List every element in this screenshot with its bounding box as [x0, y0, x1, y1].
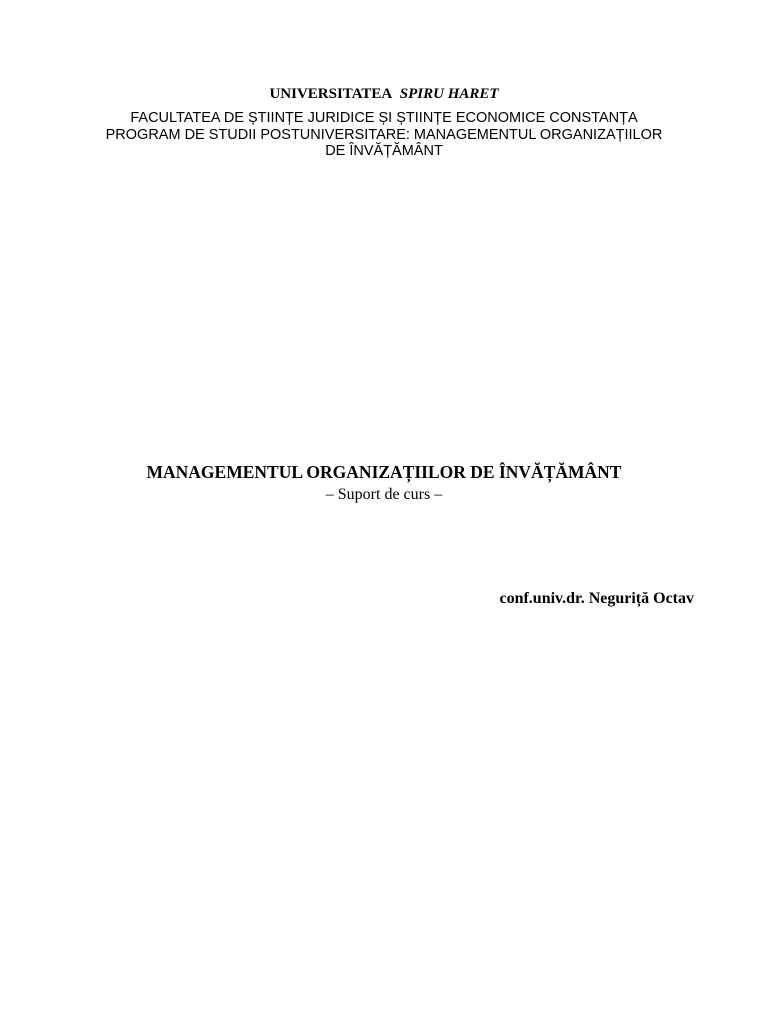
author-name: conf.univ.dr. Neguriță Octav: [499, 590, 694, 607]
title-block: [0, 460, 768, 506]
document-subtitle: – Suport de curs –: [325, 486, 443, 503]
university-prefix: UNIVERSITATEA: [269, 86, 393, 102]
faculty-block: [0, 110, 768, 160]
university-name: SPIRU HARET: [399, 86, 499, 102]
program-line: PROGRAM DE STUDII POSTUNIVERSITARE: MANAGEMENTUL ORGANIZAȚIILOR: [105, 126, 663, 143]
document-header: [0, 84, 768, 160]
document-title: MANAGEMENTUL ORGANIZAȚIILOR DE ÎNVĂȚĂMÂNT: [146, 462, 622, 482]
program-line-continuation: DE ÎNVĂȚĂMÂNT: [325, 143, 443, 159]
faculty-line: FACULTATEA DE ȘTIINȚE JURIDICE ȘI ȘTIINȚE ECONOMICE CONSTANȚA: [130, 110, 638, 126]
university-line: [0, 84, 768, 104]
